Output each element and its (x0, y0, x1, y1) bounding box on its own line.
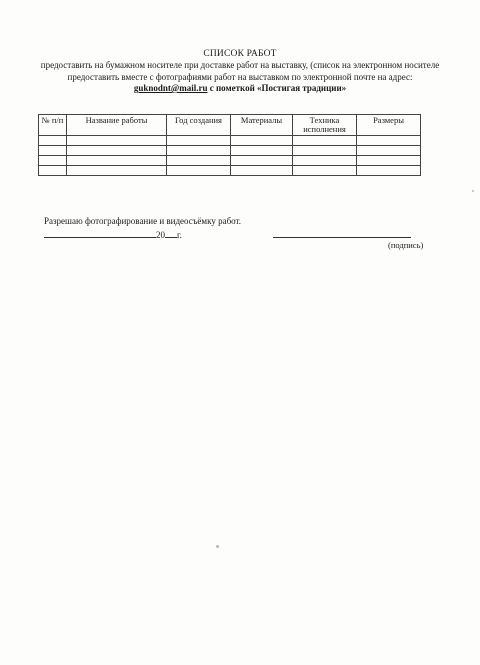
table-cell[interactable] (293, 146, 357, 156)
table-cell[interactable] (167, 146, 231, 156)
table-cell[interactable] (231, 166, 293, 176)
table-cell[interactable] (293, 166, 357, 176)
signature-line[interactable] (273, 237, 411, 238)
table-cell[interactable] (167, 156, 231, 166)
table-cell[interactable] (357, 136, 421, 146)
table-cell[interactable] (39, 136, 67, 146)
table-cell[interactable] (167, 136, 231, 146)
table-cell[interactable] (39, 166, 67, 176)
scan-speck (472, 190, 474, 192)
table-cell[interactable] (357, 156, 421, 166)
table-cell[interactable] (231, 156, 293, 166)
year-blank[interactable] (165, 229, 177, 238)
subject-note: с пометкой «Постигая традиции» (209, 83, 347, 93)
header-title: Название работы (67, 115, 167, 136)
table-cell[interactable] (39, 156, 67, 166)
intro-text: предоставить на бумажном носителе при доставке работ на выставку, (список на электронном носителе предоставить вместе с фотографиями работ на выставком по электронной почте на адрес: (40, 60, 440, 82)
year-suffix: г. (177, 230, 182, 240)
permission-statement: Разрешаю фотографирование и видеосъёмку работ. (44, 216, 242, 226)
document-title: СПИСОК РАБОТ (203, 49, 277, 59)
table-cell[interactable] (231, 136, 293, 146)
header-materials: Материалы (231, 115, 293, 136)
table-row (39, 146, 421, 156)
table-cell[interactable] (67, 146, 167, 156)
table-row (39, 156, 421, 166)
email-address: guknodnt@mail.ru (133, 83, 208, 93)
table-row (39, 166, 421, 176)
table-cell[interactable] (293, 136, 357, 146)
date-blank[interactable] (44, 229, 156, 238)
year-prefix: 20 (156, 230, 165, 240)
table-cell[interactable] (231, 146, 293, 156)
header-number: № п/п (39, 115, 67, 136)
table-header-row (39, 115, 421, 136)
header-year: Год создания (167, 115, 231, 136)
scan-speck (216, 545, 219, 548)
table-cell[interactable] (167, 166, 231, 176)
table-cell[interactable] (357, 146, 421, 156)
table-cell[interactable] (293, 156, 357, 166)
table-cell[interactable] (67, 136, 167, 146)
table-cell[interactable] (67, 156, 167, 166)
header-size: Размеры (357, 115, 421, 136)
intro-paragraph (40, 60, 440, 95)
table-cell[interactable] (39, 146, 67, 156)
table-cell[interactable] (357, 166, 421, 176)
date-line (44, 229, 182, 240)
table-cell[interactable] (67, 166, 167, 176)
signature-caption: (подпись) (388, 240, 424, 250)
works-table (38, 114, 421, 176)
header-technique: Техника исполнения (293, 115, 357, 136)
table-row (39, 136, 421, 146)
